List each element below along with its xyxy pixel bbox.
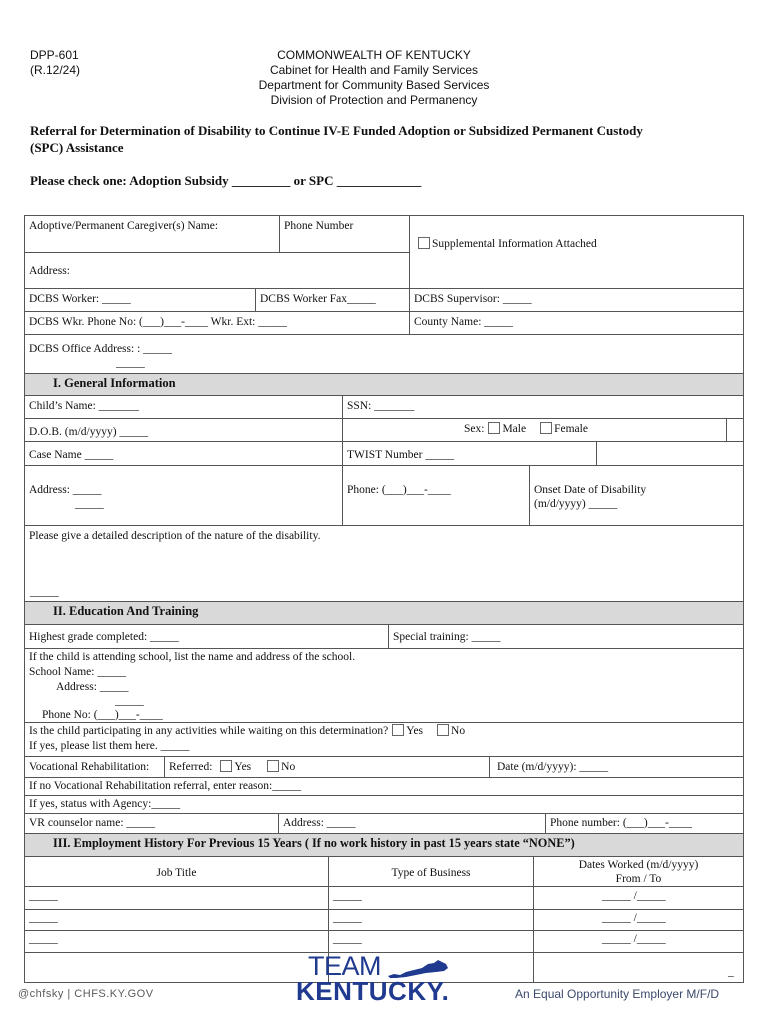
check-one-line[interactable]: Please check one: Adoption Subsidy _________ or SPC _____________ xyxy=(30,173,422,188)
ssn-label: SSN: _______ xyxy=(347,400,415,412)
dcbs-wkr-phone-field[interactable] xyxy=(24,311,410,335)
employment-job-cell[interactable] xyxy=(24,886,329,910)
employment-dates-cell[interactable] xyxy=(533,909,744,931)
referred-label: Referred: xyxy=(169,761,213,773)
activities-no-label: No xyxy=(451,725,466,737)
no-referral-reason-field[interactable] xyxy=(24,777,744,796)
agency-line: Cabinet for Health and Family Services xyxy=(269,63,479,77)
child-name-field[interactable] xyxy=(24,395,343,419)
disability-description-label: Please give a detailed description of the nature of the disability. xyxy=(29,530,321,542)
supplemental-info-cell xyxy=(409,215,744,289)
activities-no-checkbox[interactable] xyxy=(437,724,449,736)
col-header-dates xyxy=(533,856,744,887)
business-blank: _____ xyxy=(333,912,362,924)
agency-line: Division of Protection and Permanency xyxy=(270,93,478,107)
team-kentucky-logo xyxy=(296,952,456,1004)
dcbs-worker-fax-label: DCBS Worker Fax_____ xyxy=(260,293,376,305)
logo-kentucky-text: KENTUCKY. xyxy=(296,976,450,1006)
vr-counselor-label: VR counselor name: _____ xyxy=(29,817,156,829)
supplemental-label: Supplemental Information Attached xyxy=(432,238,597,250)
vr-phone-field[interactable] xyxy=(545,813,744,834)
child-phone-label: Phone: (___)___-____ xyxy=(347,484,451,496)
dates-blank: _____ /_____ xyxy=(602,912,666,924)
dcbs-supervisor-label: DCBS Supervisor: _____ xyxy=(414,293,532,305)
child-address-blank: _____ xyxy=(75,498,104,510)
job-title-header: Job Title xyxy=(156,867,197,879)
employment-business-cell[interactable] xyxy=(328,909,534,931)
activities-yes-checkbox[interactable] xyxy=(392,724,404,736)
agency-header xyxy=(224,48,524,108)
twist-number-label: TWIST Number _____ xyxy=(347,449,455,461)
vr-address-label: Address: _____ xyxy=(283,817,356,829)
vr-phone-label: Phone number: (___)___-____ xyxy=(550,817,692,829)
referred-yes-label: Yes xyxy=(234,761,252,773)
col-header-business xyxy=(328,856,534,887)
twist-number-field[interactable] xyxy=(342,441,597,466)
section-heading: III. Employment History For Previous 15 Years ( If no work history in past 15 years state “NONE”) xyxy=(53,836,575,850)
male-checkbox[interactable] xyxy=(488,422,500,434)
sex-field xyxy=(342,418,727,442)
dcbs-office-address-field[interactable] xyxy=(24,334,744,374)
activities-yes-label: Yes xyxy=(406,725,424,737)
referred-yes-checkbox[interactable] xyxy=(220,760,232,772)
footer-eoe: An Equal Opportunity Employer M/F/D xyxy=(515,987,720,1001)
child-address-field[interactable] xyxy=(24,465,343,526)
sex-extra-cell xyxy=(726,418,744,442)
vr-counselor-name-field[interactable] xyxy=(24,813,279,834)
caregiver-name-field[interactable] xyxy=(24,215,280,253)
logo-team-text: TEAM xyxy=(308,951,382,981)
agency-status-label: If yes, status with Agency:_____ xyxy=(29,798,181,810)
section-heading: I. General Information xyxy=(53,376,176,390)
form-number: DPP-601 xyxy=(30,48,79,62)
referred-no-label: No xyxy=(281,761,296,773)
special-training-label: Special training: _____ xyxy=(393,631,501,643)
caregiver-phone-label: Phone Number xyxy=(284,220,354,232)
referred-no-checkbox[interactable] xyxy=(267,760,279,772)
voc-rehab-date-field[interactable] xyxy=(489,756,744,778)
school-address-blank: _____ xyxy=(115,695,144,707)
sex-label: Sex: xyxy=(464,423,485,435)
dates-blank: _____ /_____ xyxy=(602,933,666,945)
caregiver-address-field[interactable] xyxy=(24,252,410,289)
child-name-label: Child’s Name: _______ xyxy=(29,400,139,412)
school-name-label: School Name: _____ xyxy=(29,666,127,678)
child-address-label: Address: _____ xyxy=(29,484,102,496)
dcbs-worker-label: DCBS Worker: _____ xyxy=(29,293,131,305)
employment-dates-cell[interactable] xyxy=(533,952,744,983)
employment-job-cell[interactable] xyxy=(24,930,329,953)
school-address-label: Address: _____ xyxy=(56,681,129,693)
activities-question: Is the child participating in any activities while waiting on this determination? xyxy=(29,725,389,737)
section-heading: II. Education And Training xyxy=(53,604,199,618)
voc-rehab-cell xyxy=(24,756,165,778)
voc-rehab-referred-cell xyxy=(164,756,490,778)
section-education-training xyxy=(24,601,744,625)
section-general-information xyxy=(24,373,744,396)
male-label: Male xyxy=(502,423,527,435)
form-revision: (R.12/24) xyxy=(30,63,81,77)
dcbs-worker-fax-field[interactable] xyxy=(255,288,410,312)
disability-description-blank: _____ xyxy=(30,586,59,598)
voc-rehab-label: Vocational Rehabilitation: xyxy=(29,761,150,773)
vr-address-field[interactable] xyxy=(278,813,546,834)
job-blank: _____ xyxy=(29,890,58,902)
dcbs-wkr-phone-label: DCBS Wkr. Phone No: (___)___-____ Wkr. Ext: _____ xyxy=(29,316,288,328)
employment-job-cell[interactable] xyxy=(24,952,329,983)
section-employment-history xyxy=(24,833,744,857)
caregiver-phone-field[interactable] xyxy=(279,215,410,253)
onset-date-field[interactable] xyxy=(529,465,744,526)
voc-rehab-date-label: Date (m/d/yyyy): _____ xyxy=(497,761,609,773)
twist-extra-cell xyxy=(596,441,744,466)
county-name-field[interactable] xyxy=(409,311,744,335)
business-blank: _____ xyxy=(333,933,362,945)
dcbs-worker-field[interactable] xyxy=(24,288,256,312)
case-name-field[interactable] xyxy=(24,441,343,466)
employment-business-cell[interactable] xyxy=(328,930,534,953)
highest-grade-label: Highest grade completed: _____ xyxy=(29,631,179,643)
activities-list-label[interactable]: If yes, please list them here. _____ xyxy=(29,740,190,752)
form-title xyxy=(30,122,750,156)
onset-date-label: Onset Date of Disability xyxy=(534,484,647,496)
agency-line: Department for Community Based Services xyxy=(258,78,490,92)
special-training-field[interactable] xyxy=(388,624,744,649)
business-header: Type of Business xyxy=(391,867,471,879)
dcbs-supervisor-field[interactable] xyxy=(409,288,744,312)
no-referral-label: If no Vocational Rehabilitation referral, enter reason:_____ xyxy=(29,780,301,792)
school-intro-text: If the child is attending school, list the name and address of the school. xyxy=(29,651,356,663)
footer-social: @chfsky | CHFS.KY.GOV xyxy=(18,988,154,1000)
employment-business-cell[interactable] xyxy=(328,886,534,910)
employment-job-cell[interactable] xyxy=(24,909,329,931)
business-blank: _____ xyxy=(333,890,362,902)
highest-grade-field[interactable] xyxy=(24,624,389,649)
activities-field xyxy=(24,722,744,757)
employment-dates-cell[interactable] xyxy=(533,886,744,910)
female-label: Female xyxy=(554,423,588,435)
job-blank: _____ xyxy=(29,933,58,945)
trailing-mark: _ xyxy=(728,966,734,978)
onset-date-value: (m/d/yyyy) _____ xyxy=(534,498,618,510)
dates-subheader: From / To xyxy=(615,873,662,885)
school-phone-label: Phone No: (___)___-____ xyxy=(42,709,163,721)
office-address-label: DCBS Office Address: : _____ xyxy=(29,343,172,355)
title-line: Referral for Determination of Disability to Continue IV-E Funded Adoption or Subsidized Permanent Custody xyxy=(30,123,643,138)
job-blank: _____ xyxy=(29,912,58,924)
child-phone-field[interactable] xyxy=(342,465,530,526)
caregiver-name-label: Adoptive/Permanent Caregiver(s) Name: xyxy=(29,220,219,232)
case-name-label: Case Name _____ xyxy=(29,449,114,461)
disability-description-field[interactable] xyxy=(24,525,744,602)
county-name-label: County Name: _____ xyxy=(414,316,514,328)
agency-line: COMMONWEALTH OF KENTUCKY xyxy=(277,48,471,62)
col-header-job-title xyxy=(24,856,329,887)
dob-field[interactable] xyxy=(24,418,343,442)
address-label: Address: xyxy=(29,265,70,277)
agency-status-field[interactable] xyxy=(24,795,744,814)
office-address-blank: _____ xyxy=(116,357,145,369)
female-checkbox[interactable] xyxy=(540,422,552,434)
school-info-field[interactable] xyxy=(24,648,744,723)
employment-dates-cell[interactable] xyxy=(533,930,744,953)
supplemental-checkbox[interactable] xyxy=(418,237,430,249)
title-line: (SPC) Assistance xyxy=(30,140,124,155)
dates-blank: _____ /_____ xyxy=(602,890,666,902)
ssn-field[interactable] xyxy=(342,395,744,419)
dob-label: D.O.B. (m/d/yyyy) _____ xyxy=(29,426,149,438)
dates-header: Dates Worked (m/d/yyyy) xyxy=(578,859,699,871)
